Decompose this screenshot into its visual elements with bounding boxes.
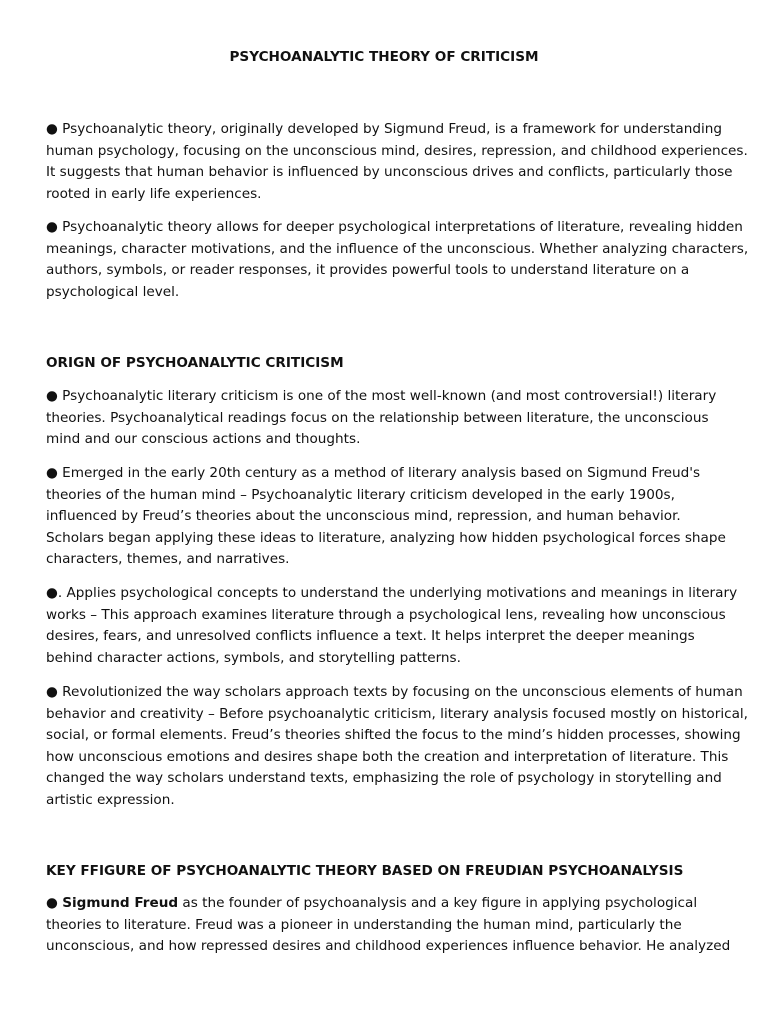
text-line: mind and our conscious actions and thoughts. xyxy=(46,431,361,448)
intro-paragraph-2 xyxy=(46,217,749,303)
text-line: desires, fears, and unresolved conflicts influence a text. It helps interpret the deeper meanings xyxy=(46,628,695,645)
origin-heading: ORIGN OF PSYCHOANALYTIC CRITICISM xyxy=(46,355,344,371)
text-line: ● Emerged in the early 20th century as a method of literary analysis based on Sigmund Freud's xyxy=(46,465,701,481)
text-line: social, or formal elements. Freud’s theories shifted the focus to the mind’s hidden processes, showing xyxy=(46,727,741,744)
document-title: PSYCHOANALYTIC THEORY OF CRITICISM xyxy=(229,49,539,65)
origin-paragraph-2 xyxy=(46,463,736,571)
text-line: ●. Applies psychological concepts to understand the underlying motivations and meanings in literary xyxy=(46,585,738,601)
text-line: psychological level. xyxy=(46,283,180,300)
freud-name: Sigmund Freud xyxy=(62,895,179,911)
text-line: characters, themes, and narratives. xyxy=(46,551,290,568)
text-line: ● Revolutionized the way scholars approach texts by focusing on the unconscious elements of human xyxy=(46,684,743,700)
origin-paragraph-4 xyxy=(46,682,748,812)
first-line-rest: as the founder of psychoanalysis and a key figure in applying psychological xyxy=(178,895,698,911)
text-line: theories to literature. Freud was a pioneer in understanding the human mind, particularly the xyxy=(46,916,682,933)
text-line: human psychology, focusing on the unconscious mind, desires, repression, and childhood experiences. xyxy=(46,142,748,159)
text-line: behind character actions, symbols, and storytelling patterns. xyxy=(46,649,461,666)
key-figure-heading: KEY FFIGURE OF PSYCHOANALYTIC THEORY BASED ON FREUDIAN PSYCHOANALYSIS xyxy=(46,863,684,879)
text-line: Scholars began applying these ideas to literature, analyzing how hidden psychological forces shape xyxy=(46,529,726,546)
text-line: unconscious, and how repressed desires and childhood experiences influence behavior. He analyzed xyxy=(46,938,731,955)
text-line xyxy=(46,893,736,915)
text-line: how unconscious emotions and desires shape both the creation and interpretation of literature. This xyxy=(46,748,729,765)
bullet: ● xyxy=(46,895,63,911)
origin-paragraph-1 xyxy=(46,386,736,451)
text-line: ● Psychoanalytic theory, originally developed by Sigmund Freud, is a framework for understanding xyxy=(46,121,722,137)
intro-paragraph-1 xyxy=(46,119,748,205)
text-line: changed the way scholars understand texts, emphasizing the role of psychology in storytelling and xyxy=(46,770,722,787)
text-line: theories. Psychoanalytical readings focus on the relationship between literature, the unconscious xyxy=(46,409,709,426)
text-line: works – This approach examines literature through a psychological lens, revealing how unconscious xyxy=(46,606,726,623)
text-line: ● Psychoanalytic literary criticism is one of the most well-known (and most controversial!) literary xyxy=(46,388,717,404)
text-line: It suggests that human behavior is influenced by unconscious drives and conflicts, particularly those xyxy=(46,164,733,181)
text-line: ● Psychoanalytic theory allows for deeper psychological interpretations of literature, revealing hidden xyxy=(46,219,743,235)
text-line: rooted in early life experiences. xyxy=(46,185,262,202)
key-figure-paragraph xyxy=(46,893,736,958)
text-line: artistic expression. xyxy=(46,791,175,808)
text-line: theories of the human mind – Psychoanalytic literary criticism developed in the early 1900s, xyxy=(46,486,675,503)
text-line: authors, symbols, or reader responses, it provides powerful tools to understand literature on a xyxy=(46,262,690,279)
text-line: meanings, character motivations, and the influence of the unconscious. Whether analyzing characters, xyxy=(46,240,749,257)
text-line: behavior and creativity – Before psychoanalytic criticism, literary analysis focused mostly on historical, xyxy=(46,705,748,722)
origin-paragraph-3 xyxy=(46,583,736,669)
text-line: influenced by Freud’s theories about the unconscious mind, repression, and human behavior. xyxy=(46,508,681,525)
